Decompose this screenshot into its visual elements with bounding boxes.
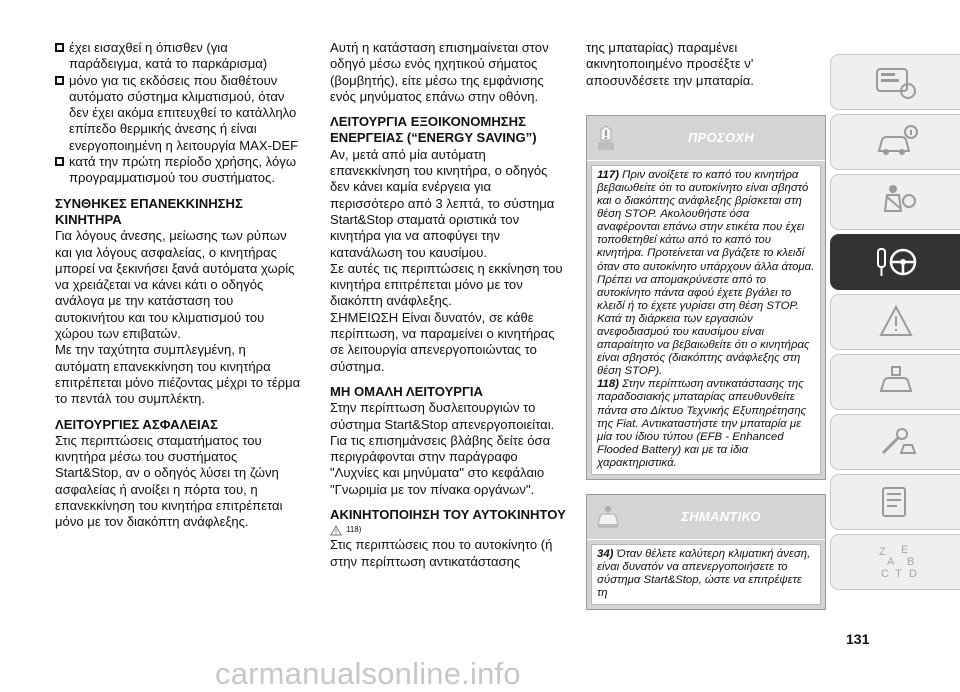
seatbelt-airbag-icon	[871, 181, 921, 223]
paragraph: Για τις επισημάνσεις βλάβης δείτε όσα περιγράφονται στην παράγραφο "Λυχνίες και μηνύματα" στο κεφάλαιο "Γνωριμία με τον πίνακα οργάνων".	[330, 432, 551, 497]
note-text: Όταν θέλετε καλύτερη κλιματική άνεση, είναι δυνατόν να απενεργοποιήσετε το σύστημα Start&Stop, ώστε να επιτρέψετε τη	[597, 548, 811, 600]
index-letter: Z	[878, 546, 886, 558]
warning-hand-icon	[595, 124, 617, 152]
index-letter: C	[880, 568, 889, 580]
section-heading: ΣΥΝΘΗΚΕΣ ΕΠΑΝΕΚΚΙΝΗΣΗΣ ΚΙΝΗΤΗΡΑ	[55, 195, 243, 227]
tab-maintenance[interactable]	[830, 414, 960, 470]
bullet-square-icon	[55, 76, 64, 85]
reference-number: 118)	[346, 525, 362, 535]
bullet-item: μόνο για τις εκδόσεις που διαθέτουν αυτόματο σύστημα κλιματισμού, όταν δεν έχει ακόμα επιτευχθεί το κατάλληλο επίπεδο θερμικής άνεσης ή είναι ενεργοποιημένη η λειτουργία MAX-DEF	[55, 73, 303, 154]
warning-box	[586, 115, 826, 480]
warning-reference[interactable]	[330, 523, 568, 537]
dashboard-icon	[871, 61, 921, 103]
car-service-icon	[871, 361, 921, 403]
note-box-body	[591, 544, 821, 605]
warning-box-header	[587, 116, 825, 161]
tab-emergency[interactable]	[830, 354, 960, 410]
warning-number: 117)	[597, 168, 619, 181]
bullet-item: κατά την πρώτη περίοδο χρήσης, λόγω προγραμματισμού του συστήματος.	[55, 154, 303, 187]
wrench-car-icon	[871, 421, 921, 463]
note-box-header	[587, 495, 825, 540]
index-letter: A	[886, 556, 894, 568]
warning-box-title: ΠΡΟΣΟΧΗ	[687, 129, 755, 145]
tab-technical-data[interactable]	[830, 474, 960, 530]
key-steering-wheel-icon	[871, 241, 921, 283]
paragraph: Στις περιπτώσεις σταματήματος του κινητήρα μέσω του συστήματος Start&Stop, αν ο οδηγός λύσει τη ζώνη ασφαλείας ή ανοίξει η πόρτα του, η επανεκκίνηση του κινητήρα επιτρέπεται μόνο με τον διακόπτη ανάφλεξης.	[55, 432, 283, 530]
warning-text: Πριν ανοίξετε το καπό του κινητήρα βεβαιωθείτε ότι το αυτοκίνητο είναι σβηστό και ο διακόπτης ανάφλεξης βρίσκεται στη θέση STOP. Ακολουθήστε όσα αναφέρονται επάνω στην ετικέτα που έχει τοποθετηθεί κάτω από το καπό του κινητήρα. Προτείνεται να βγάζετε το κλειδί όταν στο αυτοκίνητο υπάρχουν άλλα άτομα. Πρέπει να απομακρύνεστε από το αυτοκίνητο πάντα αφού έχετε βγάλει το κλειδί ή το έχετε γυρίσει στη θέση STOP. Κατά τη διάρκεια των εργασιών ανεφοδιασμού του καυσίμου είναι απαραίτητο να βεβαιωθείτε ότι ο κινητήρας είναι σβηστός (διακόπτης ανάφλεξης στη θέση STOP).	[597, 168, 815, 378]
section-heading: ΑΚΙΝΗΤΟΠΟΙΗΣΗ ΤΟΥ ΑΥΤΟΚΙΝΗΤΟΥ	[330, 507, 566, 523]
paragraph: Αυτή η κατάσταση επισημαίνεται στον οδηγό μέσω ενός ηχητικού σήματος (βομβητής), είτε μέσω της εμφάνισης ενός μηνύματος επάνω στην οθόνη.	[330, 40, 549, 104]
column-3	[586, 40, 826, 624]
paragraph: ΣΗΜΕΙΩΣΗ Είναι δυνατόν, σε κάθε περίπτωση, να παραμείνει ο κινητήρας σε λειτουργία απενεργοποιώντας το σύστημα.	[330, 309, 555, 374]
index-letter: E	[900, 544, 908, 556]
note-number: 34)	[597, 548, 614, 561]
section-heading: ΛΕΙΤΟΥΡΓΙΑ ΕΞΟΙΚΟΝΟΜΗΣΗΣ ΕΝΕΡΓΕΙΑΣ (“ENERGY SAVING”)	[330, 114, 537, 146]
tab-warning-lights[interactable]	[830, 294, 960, 350]
tab-safety[interactable]	[830, 174, 960, 230]
warning-triangle-icon	[330, 525, 342, 536]
warning-light-icon	[871, 301, 921, 343]
paragraph: Στην περίπτωση δυσλειτουργιών το σύστημα Start&Stop απενεργοποιείται.	[330, 400, 555, 432]
warning-box-body	[591, 165, 821, 475]
warning-number: 118)	[597, 378, 619, 391]
paragraph: Για λόγους άνεσης, μείωσης των ρύπων και για λόγους ασφαλείας, ο κινητήρας μπορεί να ξεκινήσει ξανά αυτόματα χωρίς να χρειάζεται να κάνει κάτι ο οδηγός ανάλογα με την κατάσταση του αυτοκινήτου και του κλιματισμού του χώρου των επιβατών.	[55, 228, 295, 342]
bullet-square-icon	[55, 157, 64, 166]
column-1	[55, 40, 303, 531]
paragraph: της μπαταρίας) παραμένει ακινητοποιημένο προσέξτε ν' αποσυνδέσετε την μπαταρία.	[586, 40, 754, 88]
bullet-square-icon	[55, 43, 64, 52]
tab-starting-driving[interactable]	[830, 234, 960, 290]
paragraph: Με την ταχύτητα συμπλεγμένη, η αυτόματη επανεκκίνηση του κινητήρα επιτρέπεται μόνο πιέζοντας μέχρι το τέρμα το πεντάλ του συμπλέκτη.	[55, 342, 301, 407]
paragraph: Αν, μετά από μία αυτόματη επανεκκίνηση του κινητήρα, ο οδηγός δεν κάνει καμία ενέργεια για περισσότερο από 3 λεπτά, το σύστημα Start&Stop σταματά οριστικά τον κινητήρα για να αποφύγει την κατανάλωση του καυσίμου.	[330, 146, 555, 260]
tab-car-info[interactable]	[830, 114, 960, 170]
alphabetical-index-icon	[871, 541, 921, 583]
note-box	[586, 494, 826, 610]
watermark: carmanualsonline.info	[215, 656, 521, 691]
column-2	[330, 40, 568, 570]
car-info-icon	[871, 121, 921, 163]
bullet-item: έχει εισαχθεί η όπισθεν (για παράδειγμα, κατά το παρκάρισμα)	[55, 40, 303, 73]
index-letter: B	[906, 556, 914, 568]
paragraph: Στις περιπτώσεις που το αυτοκίνητο (ή στην περίπτωση αντικατάστασης	[330, 537, 553, 569]
page-number: 131	[846, 631, 870, 647]
note-box-title: ΣΗΜΑΝΤΙΚΟ	[681, 509, 761, 525]
warning-text: Στην περίπτωση αντικατάστασης της παραδοσιακής μπαταρίας απευθυνθείτε πάντα στο Δίκτυο Τεχνικής Εξυπηρέτησης της Fiat. Αντικαταστήστε την μπαταρία με μία του ίδιου τύπου (EFB - Enhanced Flooded Battery) και με τα ίδια χαρακτηριστικά.	[597, 378, 807, 469]
tab-dashboard[interactable]	[830, 54, 960, 110]
index-letter: D	[908, 568, 917, 580]
section-heading: ΛΕΙΤΟΥΡΓΙΕΣ ΑΣΦΑΛΕΙΑΣ	[55, 416, 218, 432]
section-heading: ΜΗ ΟΜΑΛΗ ΛΕΙΤΟΥΡΓΙΑ	[330, 383, 484, 399]
paragraph: Σε αυτές τις περιπτώσεις η εκκίνηση του κινητήρα επιτρέπεται μόνο με τον διακόπτη ανάφλεξης.	[330, 260, 563, 309]
data-icon	[871, 481, 921, 523]
tab-index[interactable]	[830, 534, 960, 590]
index-letter: T	[894, 568, 902, 580]
